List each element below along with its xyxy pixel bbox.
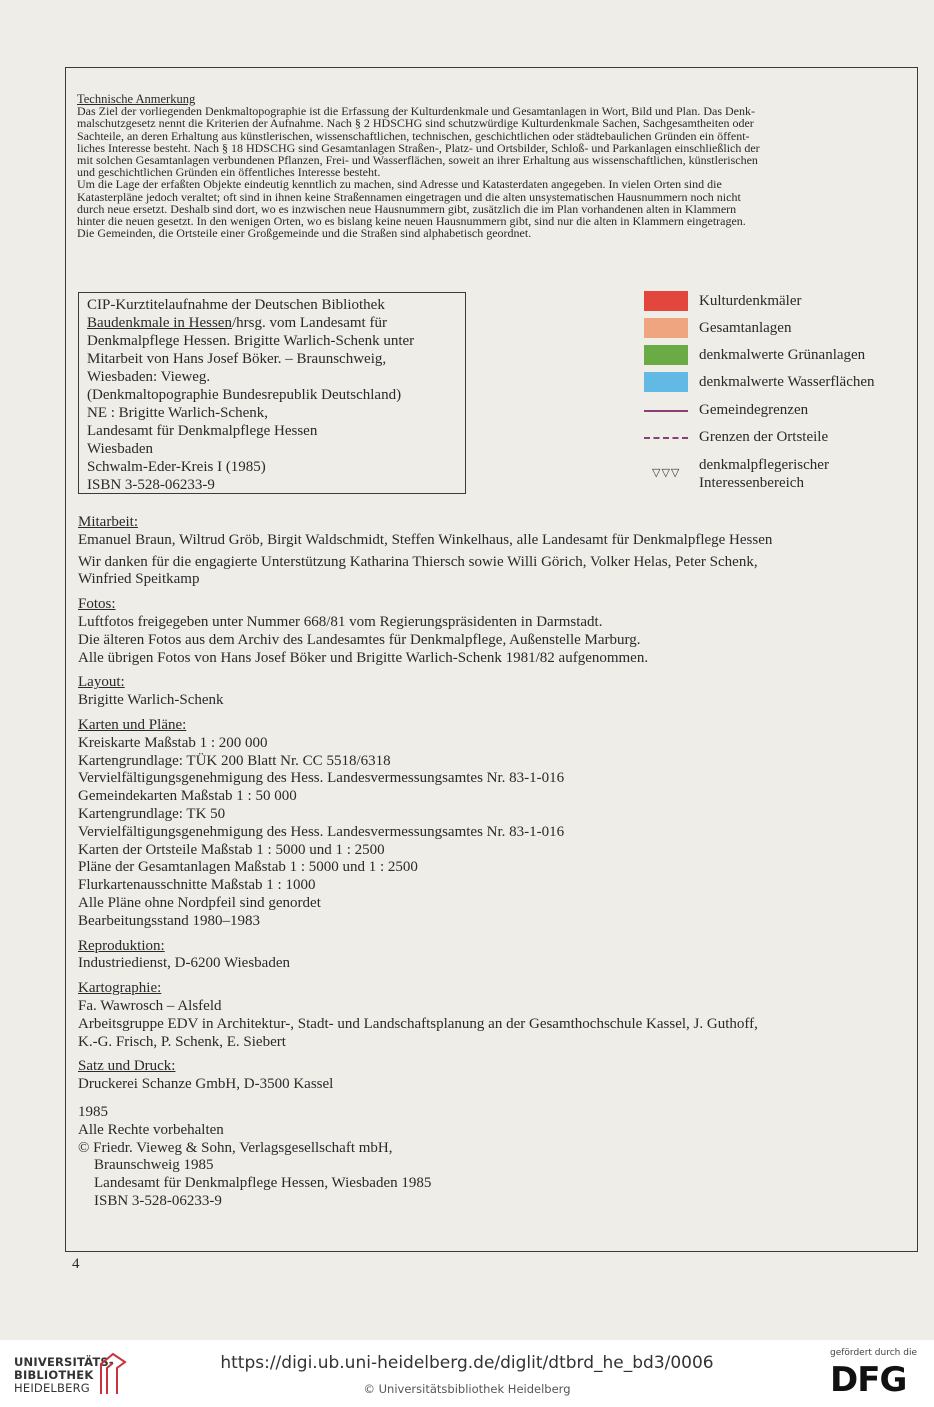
credit-line: Vervielfältigungsgenehmigung des Hess. Landesvermessungsamtes Nr. 83-1-016 <box>78 770 565 787</box>
credit-line: Vervielfältigungsgenehmigung des Hess. Landesvermessungsamtes Nr. 83-1-016 <box>78 823 565 840</box>
page-number: 4 <box>72 1256 80 1272</box>
rights-line: Braunschweig 1985 <box>94 1157 214 1174</box>
legend-item-interessenbereich <box>640 455 910 495</box>
section-heading: Karten und Pläne: <box>78 716 187 733</box>
credit-line: Alle übrigen Fotos von Hans Josef Böker und Brigitte Warlich-Schenk 1981/82 aufgenommen. <box>78 649 649 666</box>
legend-swatch <box>644 372 688 392</box>
credit-line: Wir danken für die engagierte Unterstützung Katharina Thiersch sowie Willi Görich, Volker Helas, Peter Schenk, <box>78 553 758 570</box>
section-heading: Mitarbeit: <box>78 514 138 530</box>
cip-line: ISBN 3-528-06233-9 <box>87 477 215 493</box>
rights-copyright: © Friedr. Vieweg & Sohn, Verlagsgesellschaft mbH, <box>78 1139 393 1156</box>
rights-line: ISBN 3-528-06233-9 <box>94 1192 222 1209</box>
legend-item-gruenanlagen <box>640 345 910 367</box>
legend-label: denkmalwerte Grünanlagen <box>699 347 866 363</box>
legend-label: Grenzen der Ortsteile <box>699 429 829 445</box>
legend-label: denkmalpflegerischer <box>699 457 829 473</box>
technical-note-line: malschutzgesetz nennt die Kriterien der Aufnahme. Nach § 2 HDSCHG sind schutzwürdige Kulturdenkmale Sachen, Sachgesamtheiten oder <box>77 116 754 131</box>
section-karten <box>78 717 908 931</box>
credit-line: Brigitte Warlich-Schenk <box>78 692 224 709</box>
cip-line: Schwalm-Eder-Kreis I (1985) <box>87 459 266 475</box>
section-heading: Fotos: <box>78 596 116 613</box>
legend-item-kulturdenkmaeler <box>640 291 910 313</box>
credit-line: Pläne der Gesamtanlagen Maßstab 1 : 5000 und 1 : 2500 <box>78 859 418 876</box>
credit-line: Druckerei Schanze GmbH, D-3500 Kassel <box>78 1076 334 1093</box>
triangle-marker-icon: ▽▽▽ <box>652 466 681 479</box>
credit-line: Flurkartenausschnitte Maßstab 1 : 1000 <box>78 877 316 894</box>
technical-note-line: durch neue ersetzt. Deshalb sind dort, wo es inzwischen neue Hausnummern gibt, zusätzlich die im Plan vorhandenen alten in Klammern <box>77 201 737 216</box>
section-rights <box>78 1104 908 1211</box>
section-heading: Layout: <box>78 674 125 691</box>
section-heading: Satz und Druck: <box>78 1058 176 1075</box>
cip-line: Denkmalpflege Hessen. Brigitte Warlich-Schenk unter <box>87 333 415 349</box>
legend-label: denkmalwerte Wasserflächen <box>699 374 875 390</box>
rights-reserved: Alle Rechte vorbehalten <box>78 1121 224 1138</box>
logo-line: HEIDELBERG <box>14 1381 90 1395</box>
credit-line: Karten der Ortsteile Maßstab 1 : 5000 und 1 : 2500 <box>78 841 385 858</box>
section-kartographie <box>78 980 908 1051</box>
technical-note-line: Katasterpläne jedoch veraltet; oft sind in ihnen keine Straßennamen eingetragen und die alten unsystematischen Hausnummern noch nicht <box>77 189 741 204</box>
funded-by-label: gefördert durch die <box>830 1348 917 1358</box>
cip-line: Landesamt für Denkmalpflege Hessen <box>87 423 318 439</box>
digitization-footer <box>0 1340 934 1407</box>
cip-line: NE : Brigitte Warlich-Schenk, <box>87 405 268 421</box>
credit-line: Alle Pläne ohne Nordpfeil sind genordet <box>78 894 321 911</box>
cip-line: Wiesbaden <box>87 441 154 457</box>
legend-label: Gemeindegrenzen <box>699 402 809 418</box>
legend-swatch <box>644 318 688 338</box>
logo-line: UNIVERSITÄTS- <box>14 1355 114 1369</box>
cip-title-rest: /hrsg. vom Landesamt für <box>231 315 387 331</box>
credit-line: Kreiskarte Maßstab 1 : 200 000 <box>78 734 268 751</box>
cip-line: Wiesbaden: Vieweg. <box>87 369 211 385</box>
credit-line: Winfried Speitkamp <box>78 571 200 588</box>
credit-line: Industriedienst, D-6200 Wiesbaden <box>78 955 290 972</box>
cip-line: (Denkmaltopographie Bundesrepublik Deutschland) <box>87 387 402 403</box>
credit-line: Kartengrundlage: TÜK 200 Blatt Nr. CC 5518/6318 <box>78 752 391 769</box>
legend-line-dashed <box>644 437 688 439</box>
legend-item-ortsteilgrenzen <box>640 427 910 449</box>
section-mitarbeit <box>78 514 908 589</box>
rights-year: 1985 <box>78 1103 108 1120</box>
technical-note-line: Sachteile, an deren Erhaltung aus künstlerischen, wissenschaftlichen, technischen, geschichtlichen oder städtebaulichen Gründen ein öffent- <box>77 128 750 143</box>
legend-item-gemeindegrenzen <box>640 400 910 422</box>
credit-line: Kartengrundlage: TK 50 <box>78 805 226 822</box>
logo-line: BIBLIOTHEK <box>14 1368 94 1382</box>
credit-line: K.-G. Frisch, P. Schenk, E. Siebert <box>78 1033 286 1050</box>
legend-label: Kulturdenkmäler <box>699 293 802 309</box>
technical-note-line: Die Gemeinden, die Ortsteile einer Großgemeinde und die Straßen sind alphabetisch geordnet. <box>77 226 532 241</box>
legend-line-solid <box>644 410 688 412</box>
technical-note-line: hinter die neuen gesetzt. In den wenigen Orten, wo es bislang keine neuen Hausnummern gibt, sind nur die alten in Klammern eingetragen. <box>77 214 746 229</box>
section-heading: Reproduktion: <box>78 937 165 954</box>
legend-swatch <box>644 291 688 311</box>
cip-title: Baudenkmale in Hessen <box>87 315 232 331</box>
cip-title-line <box>87 314 457 332</box>
legend-label: Gesamtanlagen <box>699 320 792 336</box>
permalink-url[interactable]: https://digi.ub.uni-heidelberg.de/diglit/dtbrd_he_bd3/0006 <box>220 1353 714 1373</box>
legend-label: Interessenbereich <box>699 475 804 491</box>
technical-note-line: mit solchen Gesamtanlagen verbundenen Pflanzen, Frei- und Wasserflächen, soweit an ihrer Erhaltung aus wissenschaftlichen, künstlerischen <box>77 153 758 168</box>
section-layout <box>78 674 908 710</box>
credit-line: Emanuel Braun, Wiltrud Gröb, Birgit Waldschmidt, Steffen Winkelhaus, alle Landesamt für Denkmalpflege Hessen <box>78 531 773 548</box>
technical-note <box>77 93 905 239</box>
dfg-logo[interactable]: DFG <box>830 1360 907 1400</box>
credit-line: Fa. Wawrosch – Alsfeld <box>78 997 222 1014</box>
rights-line: Landesamt für Denkmalpflege Hessen, Wiesbaden 1985 <box>94 1175 432 1192</box>
credits <box>78 514 908 1211</box>
credit-line: Bearbeitungsstand 1980–1983 <box>78 912 261 929</box>
technical-note-line: Um die Lage der erfaßten Objekte eindeutig kenntlich zu machen, sind Adresse und Katasterdaten angegeben. In vielen Orten sind die <box>77 177 722 192</box>
credit-line: Luftfotos freigegeben unter Nummer 668/81 vom Regierungspräsidenten in Darmstadt. <box>78 613 603 630</box>
section-heading: Kartographie: <box>78 980 162 997</box>
legend-swatch <box>644 345 688 365</box>
section-reproduktion <box>78 938 908 974</box>
section-satz-und-druck <box>78 1058 908 1094</box>
credit-line: Die älteren Fotos aus dem Archiv des Landesamtes für Denkmalpflege, Außenstelle Marburg. <box>78 631 641 648</box>
credit-line: Arbeitsgruppe EDV in Architektur-, Stadt- und Landschaftsplanung an der Gesamthochschule Kassel, J. Guthoff, <box>78 1015 758 1032</box>
technical-note-line: liches Interesse besteht. Nach § 18 HDSCHG sind Gesamtanlagen Straßen-, Platz- und Ortsbilder, Schloß- und Parkanlagen einschließlich der <box>77 140 760 155</box>
section-fotos <box>78 596 908 667</box>
credit-line: Gemeindekarten Maßstab 1 : 50 000 <box>78 788 297 805</box>
footer-copyright: © Universitätsbibliothek Heidelberg <box>363 1382 571 1396</box>
cip-line: Mitarbeit von Hans Josef Böker. – Braunschweig, <box>87 351 387 367</box>
cip-record-box <box>78 292 466 494</box>
legend-item-gesamtanlagen <box>640 318 910 340</box>
technical-note-line: Das Ziel der vorliegenden Denkmaltopographie ist die Erfassung der Kulturdenkmale und Gesamtanlagen in Wort, Bild und Plan. Das Denk- <box>77 104 755 119</box>
legend-item-wasserflaechen <box>640 372 910 394</box>
cip-line: CIP-Kurztitelaufnahme der Deutschen Bibliothek <box>87 297 385 313</box>
technical-note-heading: Technische Anmerkung <box>77 92 196 106</box>
technical-note-line: und geschichtlichen Gründen ein öffentliches Interesse besteht. <box>77 165 381 180</box>
